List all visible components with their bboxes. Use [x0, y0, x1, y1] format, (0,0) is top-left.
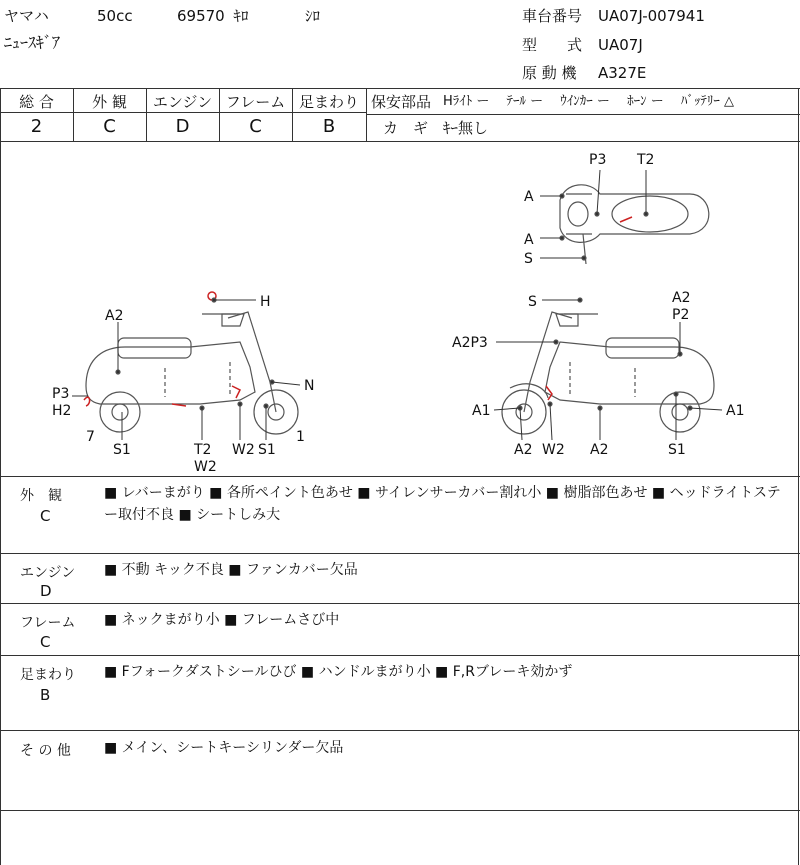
- grade-suspension: B: [322, 116, 336, 137]
- label-left-p3: P3: [52, 386, 70, 402]
- section-suspension-grade: B: [40, 686, 51, 704]
- parts-mid-line: [366, 114, 800, 115]
- maker: ヤマハ: [4, 7, 49, 25]
- grade-exterior: C: [103, 116, 116, 137]
- model-name: ﾆｭｰｽｷﾞｱ: [4, 33, 61, 52]
- label-left-h: H: [260, 294, 271, 310]
- label-top-s: S: [524, 251, 533, 267]
- engine-value: A327E: [598, 64, 647, 82]
- label-right-a2-body: A2: [590, 442, 609, 458]
- mileage-unit: ｷﾛ: [233, 7, 249, 25]
- label-left-s1-rear: S1: [113, 442, 131, 458]
- sec1-bottom-line: [0, 553, 800, 554]
- label-top-p3: P3: [589, 152, 607, 168]
- sec4-bottom-line: [0, 730, 800, 731]
- label-right-a1-rear: A1: [726, 403, 745, 419]
- label-left-w2: W2: [232, 442, 255, 458]
- label-top-a1: A: [524, 189, 534, 205]
- section-frame-grade: C: [40, 633, 51, 651]
- mileage: [177, 7, 249, 25]
- label-left-a2: A2: [105, 308, 124, 324]
- section-exterior-label: 外 観: [20, 488, 62, 504]
- label-right-a2p3: A2P3: [452, 335, 488, 351]
- label-left-w2-lower: W2: [194, 459, 217, 475]
- grade-frame: C: [249, 116, 262, 137]
- section-other-label: そ の 他: [20, 743, 71, 759]
- section-exterior-text: ■ レバーまがり ■ 各所ペイント色あせ ■ サイレンサーカバー割れ小 ■ 樹脂部色あせ ■ ヘッドライトステー取付不良 ■ シートしみ大: [104, 485, 781, 523]
- key-label: カ ギ: [383, 119, 429, 137]
- label-right-s1: S1: [668, 442, 686, 458]
- grade-mid-line: [0, 112, 366, 113]
- grade-header-overall: 総 合: [19, 93, 54, 111]
- displacement: 50cc: [97, 7, 133, 25]
- label-top-t2: T2: [637, 152, 655, 168]
- label-right-a2-front: A2: [514, 442, 533, 458]
- grade-header-engine: エンジン: [152, 93, 213, 111]
- safety-parts-items: Hﾗｲﾄ ー ﾃｰﾙ ー ｳｲﾝｶｰ ー ﾎｰﾝ ー ﾊﾞｯﾃﾘｰ △: [443, 94, 734, 109]
- diagram-bottom-line: [0, 476, 800, 477]
- section-engine-label: エンジン: [20, 565, 76, 581]
- label-left-1: 1: [296, 429, 305, 445]
- label-left-h2: H2: [52, 403, 72, 419]
- grade-top-line: [0, 88, 800, 89]
- section-exterior-grade: C: [40, 507, 51, 525]
- section-frame-label: フレーム: [20, 615, 76, 631]
- scooter-top-view: [560, 185, 709, 264]
- label-right-s: S: [528, 294, 537, 310]
- label-right-a2-top: A2: [672, 290, 691, 306]
- frame-number-label: 車台番号: [522, 7, 583, 25]
- safety-parts-label: 保安部品: [371, 93, 432, 111]
- sec2-bottom-line: [0, 603, 800, 604]
- mileage-value: 69570: [177, 7, 225, 25]
- type-label: 型 式: [522, 36, 583, 54]
- label-right-w2: W2: [542, 442, 565, 458]
- type-value: UA07J: [598, 36, 643, 54]
- section-suspension-text: ■ Fフォークダストシールひび ■ ハンドルまがり小 ■ F,Rブレーキ効かず: [104, 664, 573, 680]
- scooter-diagram: [0, 142, 800, 476]
- grade-col-5: [366, 88, 367, 141]
- section-engine-text: ■ 不動 キック不良 ■ ファンカバー欠品: [104, 562, 358, 578]
- engine-label: 原 動 機: [522, 64, 577, 82]
- grade-header-frame: フレーム: [225, 93, 286, 111]
- label-left-s1-front: S1: [258, 442, 276, 458]
- label-top-a2: A: [524, 232, 534, 248]
- label-left-t2: T2: [194, 442, 212, 458]
- label-right-a1-front: A1: [472, 403, 491, 419]
- body-color: ｼﾛ: [305, 7, 321, 25]
- grade-overall: 2: [30, 116, 43, 137]
- key-value: ｷｰ無し: [443, 119, 489, 137]
- frame-number: UA07J-007941: [598, 7, 705, 25]
- label-right-p2: P2: [672, 307, 690, 323]
- section-other-text: ■ メイン、シートキーシリンダー欠品: [104, 740, 344, 756]
- grade-engine: D: [175, 116, 190, 137]
- sec3-bottom-line: [0, 655, 800, 656]
- section-suspension-label: 足まわり: [20, 667, 76, 683]
- sec5-bottom-line: [0, 810, 800, 811]
- label-left-n: N: [304, 378, 315, 394]
- grade-header-exterior: 外 観: [92, 93, 127, 111]
- section-frame-text: ■ ネックまがり小 ■ フレームさび中: [104, 612, 340, 628]
- grade-header-suspension: 足まわり: [298, 93, 359, 111]
- section-engine-grade: D: [40, 582, 52, 600]
- label-left-7: 7: [86, 429, 95, 445]
